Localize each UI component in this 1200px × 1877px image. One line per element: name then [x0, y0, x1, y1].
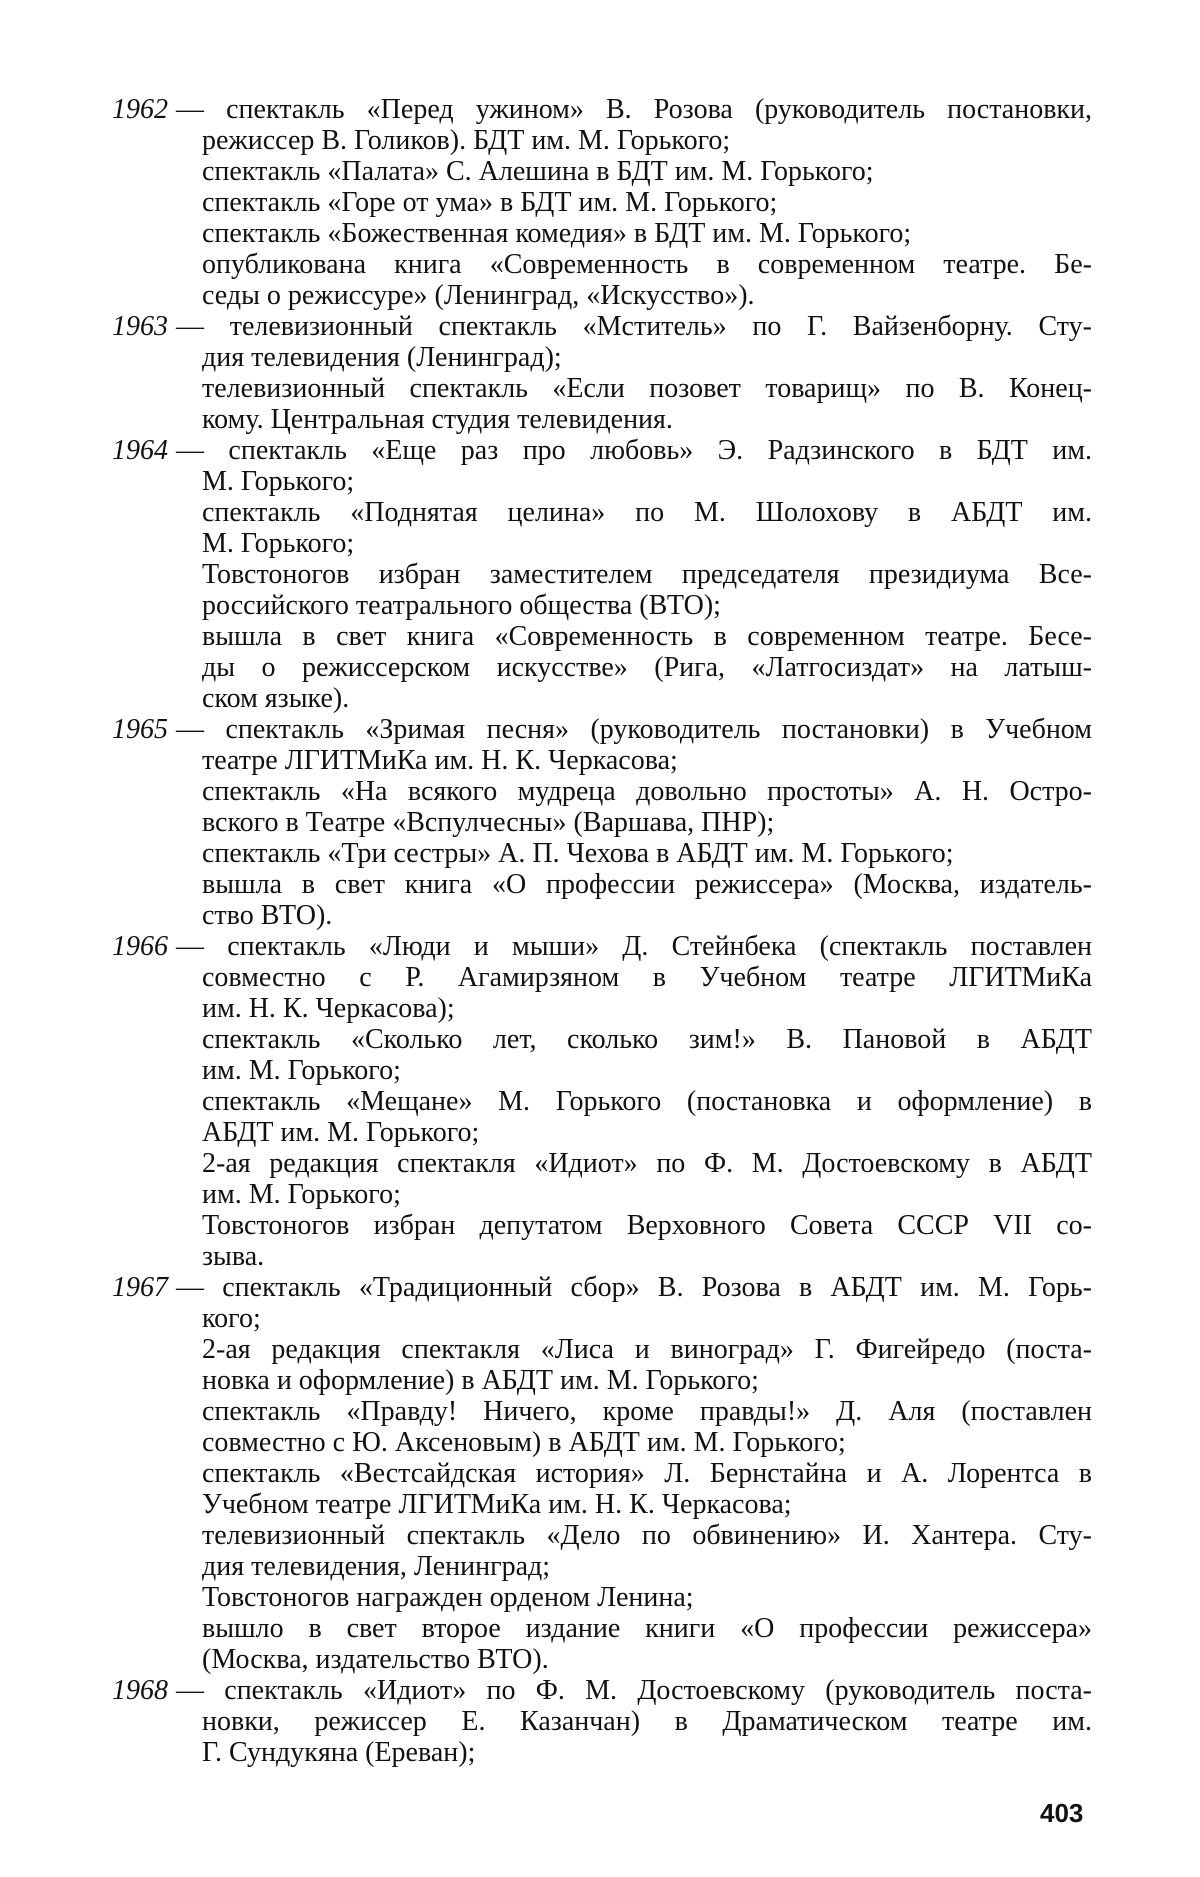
entry-line: театре ЛГИТМиКа им. Н. К. Черкасова; [202, 745, 678, 776]
entry-line: телевизионный спектакль «Дело по обвинению» И. Хантера. Сту- [202, 1520, 1092, 1551]
entry-line: 2-ая редакция спектакля «Лиса и виноград» Г. Фигейредо (поста- [202, 1334, 1092, 1365]
entry-line: совместно с Р. Агамирзяном в Учебном театре ЛГИТМиКа [202, 962, 1092, 993]
entry-line: Учебном театре ЛГИТМиКа им. Н. К. Черкасова; [202, 1489, 792, 1520]
entry-first-line: — спектакль «Перед ужином» В. Розова (руководитель постановки, [176, 94, 1092, 125]
entry-first-line: — спектакль «Еще раз про любовь» Э. Радзинского в БДТ им. [176, 435, 1092, 466]
entry-year: 1963 [112, 311, 168, 342]
entry-line: опубликована книга «Современность в современном театре. Бе- [202, 249, 1092, 280]
entry-line: ды о режиссерском искусстве» (Рига, «Латгосиздат» на латыш- [202, 652, 1092, 683]
entry-line: им. М. Горького; [202, 1179, 401, 1210]
entry-line: 2-ая редакция спектакля «Идиот» по Ф. М. Достоевскому в АБДТ [202, 1148, 1092, 1179]
entry-first-line: — телевизионный спектакль «Мститель» по Г. Вайзенборну. Сту- [176, 311, 1092, 342]
entry-first-line: — спектакль «Идиот» по Ф. М. Достоевскому (руководитель поста- [176, 1675, 1092, 1706]
entry-year: 1962 [112, 94, 168, 125]
chronology-entry [112, 435, 1092, 714]
entry-line: вышла в свет книга «О профессии режиссера» (Москва, издатель- [202, 869, 1092, 900]
entry-line: зыва. [202, 1241, 265, 1272]
entry-line: дия телевидения, Ленинград; [202, 1551, 551, 1582]
entry-first-line: — спектакль «Зримая песня» (руководитель постановки) в Учебном [176, 714, 1092, 745]
entry-line: совместно с Ю. Аксеновым) в АБДТ им. М. Горького; [202, 1427, 846, 1458]
entry-line: спектакль «Поднятая целина» по М. Шолохову в АБДТ им. [202, 497, 1092, 528]
entry-line: ство ВТО). [202, 900, 333, 931]
entry-line: спектакль «Палата» С. Алешина в БДТ им. М. Горького; [202, 156, 874, 187]
entry-line: Г. Сундукяна (Ереван); [202, 1737, 476, 1768]
entry-line: АБДТ им. М. Горького; [202, 1117, 480, 1148]
entry-line: дия телевидения (Ленинград); [202, 342, 562, 373]
entry-year: 1966 [112, 931, 168, 962]
entry-line: новка и оформление) в АБДТ им. М. Горького; [202, 1365, 759, 1396]
entry-line: спектакль «На всякого мудреца довольно простоты» А. Н. Остро- [202, 776, 1092, 807]
entry-line: им. М. Горького; [202, 1055, 401, 1086]
entry-line: режиссер В. Голиков). БДТ им. М. Горького; [202, 125, 731, 156]
entry-line: им. Н. К. Черкасова); [202, 993, 455, 1024]
entry-first-line: — спектакль «Люди и мыши» Д. Стейнбека (спектакль поставлен [176, 931, 1092, 962]
entry-line: Товстоногов избран заместителем председателя президиума Все- [202, 559, 1092, 590]
entry-year: 1964 [112, 435, 168, 466]
entry-line: Товстоногов награжден орденом Ленина; [202, 1582, 694, 1613]
entry-line: спектакль «Вестсайдская история» Л. Бернстайна и А. Лорентса в [202, 1458, 1092, 1489]
entry-line: (Москва, издательство ВТО). [202, 1644, 549, 1675]
entry-line: М. Горького; [202, 466, 355, 497]
entry-line: ском языке). [202, 683, 350, 714]
entry-line: телевизионный спектакль «Если позовет товарищ» по В. Конец- [202, 373, 1092, 404]
entry-line: спектакль «Мещане» М. Горького (постановка и оформление) в [202, 1086, 1092, 1117]
chronology-entry [112, 1272, 1092, 1675]
entry-line: седы о режиссуре» (Ленинград, «Искусство»). [202, 280, 755, 311]
chronology-list [112, 94, 1092, 1768]
entry-line: М. Горького; [202, 528, 355, 559]
entry-line: новки, режиссер Е. Казанчан) в Драматическом театре им. [202, 1706, 1092, 1737]
chronology-entry [112, 931, 1092, 1272]
entry-line: спектакль «Три сестры» А. П. Чехова в АБДТ им. М. Горького; [202, 838, 954, 869]
entry-year: 1968 [112, 1675, 168, 1706]
page-number: 403 [1040, 1798, 1084, 1828]
chronology-entry [112, 714, 1092, 931]
entry-line: спектакль «Горе от ума» в БДТ им. М. Горького; [202, 187, 778, 218]
entry-line: вышло в свет второе издание книги «О профессии режиссера» [202, 1613, 1092, 1644]
entry-line: спектакль «Божественная комедия» в БДТ им. М. Горького; [202, 218, 912, 249]
entry-line: вского в Театре «Вспулчесны» (Варшава, ПНР); [202, 807, 775, 838]
entry-first-line: — спектакль «Традиционный сбор» В. Розова в АБДТ им. М. Горь- [176, 1272, 1092, 1303]
entry-line: российского театрального общества (ВТО); [202, 590, 721, 621]
entry-line: Товстоногов избран депутатом Верховного Совета СССР VII со- [202, 1210, 1092, 1241]
chronology-entry [112, 1675, 1092, 1768]
entry-line: кому. Центральная студия телевидения. [202, 404, 673, 435]
entry-year: 1965 [112, 714, 168, 745]
entry-line: спектакль «Сколько лет, сколько зим!» В. Пановой в АБДТ [202, 1024, 1092, 1055]
chronology-entry [112, 94, 1092, 311]
entry-line: спектакль «Правду! Ничего, кроме правды!» Д. Аля (поставлен [202, 1396, 1092, 1427]
chronology-entry [112, 311, 1092, 435]
entry-year: 1967 [112, 1272, 168, 1303]
entry-line: вышла в свет книга «Современность в современном театре. Бесе- [202, 621, 1092, 652]
entry-line: кого; [202, 1303, 261, 1334]
